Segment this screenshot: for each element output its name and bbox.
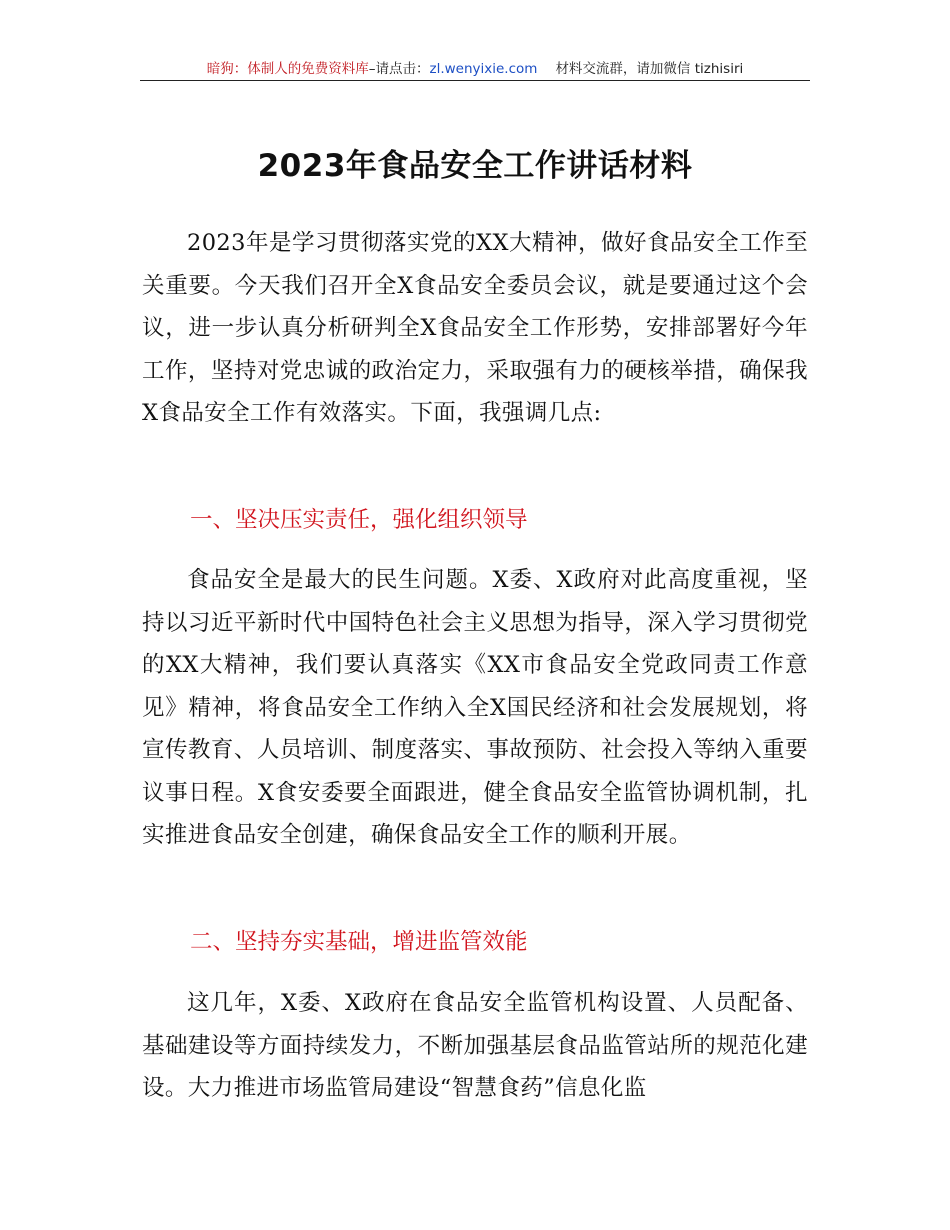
document-title: 2023年食品安全工作讲话材料 bbox=[257, 148, 693, 184]
intro-paragraph: 2023年是学习贯彻落实党的XX大精神，做好食品安全工作至关重要。今天我们召开全X食品安全委员会议，就是要通过这个会议，进一步认真分析研判全X食品安全工作形势，安排部署好今年工作，坚持对党忠诚的政治定力，采取强有力的硬核举措，确保我X食品安全工作有效落实。下面，我强调几点: bbox=[142, 230, 808, 426]
header-url-link[interactable]: zl.wenyixie.com bbox=[429, 61, 538, 77]
header-prompt: –请点击： bbox=[368, 61, 430, 77]
section-2-body: 这几年，X委、X政府在食品安全监管机构设置、人员配备、基础建设等方面持续发力，不断加强基层食品监管站所的规范化建设。大力推进市场监管局建设“智慧食药”信息化监 bbox=[142, 990, 808, 1101]
header-site-name: 暗狗：体制人的免费资料库 bbox=[206, 61, 369, 77]
section-1-heading: 一、坚决压实责任，强化组织领导 bbox=[190, 507, 528, 533]
section-2-heading: 二、坚持夯实基础，增进监管效能 bbox=[190, 929, 528, 955]
header-divider bbox=[140, 80, 810, 81]
section-1-body: 食品安全是最大的民生问题。X委、X政府对此高度重视，坚持以习近平新时代中国特色社会主义思想为指导，深入学习贯彻党的XX大精神，我们要认真落实《XX市食品安全党政同责工作意见》精神，将食品安全工作纳入全X国民经济和社会发展规划，将宣传教育、人员培训、制度落实、事故预防、社会投入等纳入重要议事日程。X食安委要全面跟进，健全食品安全监管协调机制，扎实推进食品安全创建，确保食品安全工作的顺利开展。 bbox=[142, 567, 808, 848]
header-group-note: 材料交流群，请加微信 tizhisiri bbox=[555, 61, 744, 77]
page-header bbox=[140, 58, 810, 80]
